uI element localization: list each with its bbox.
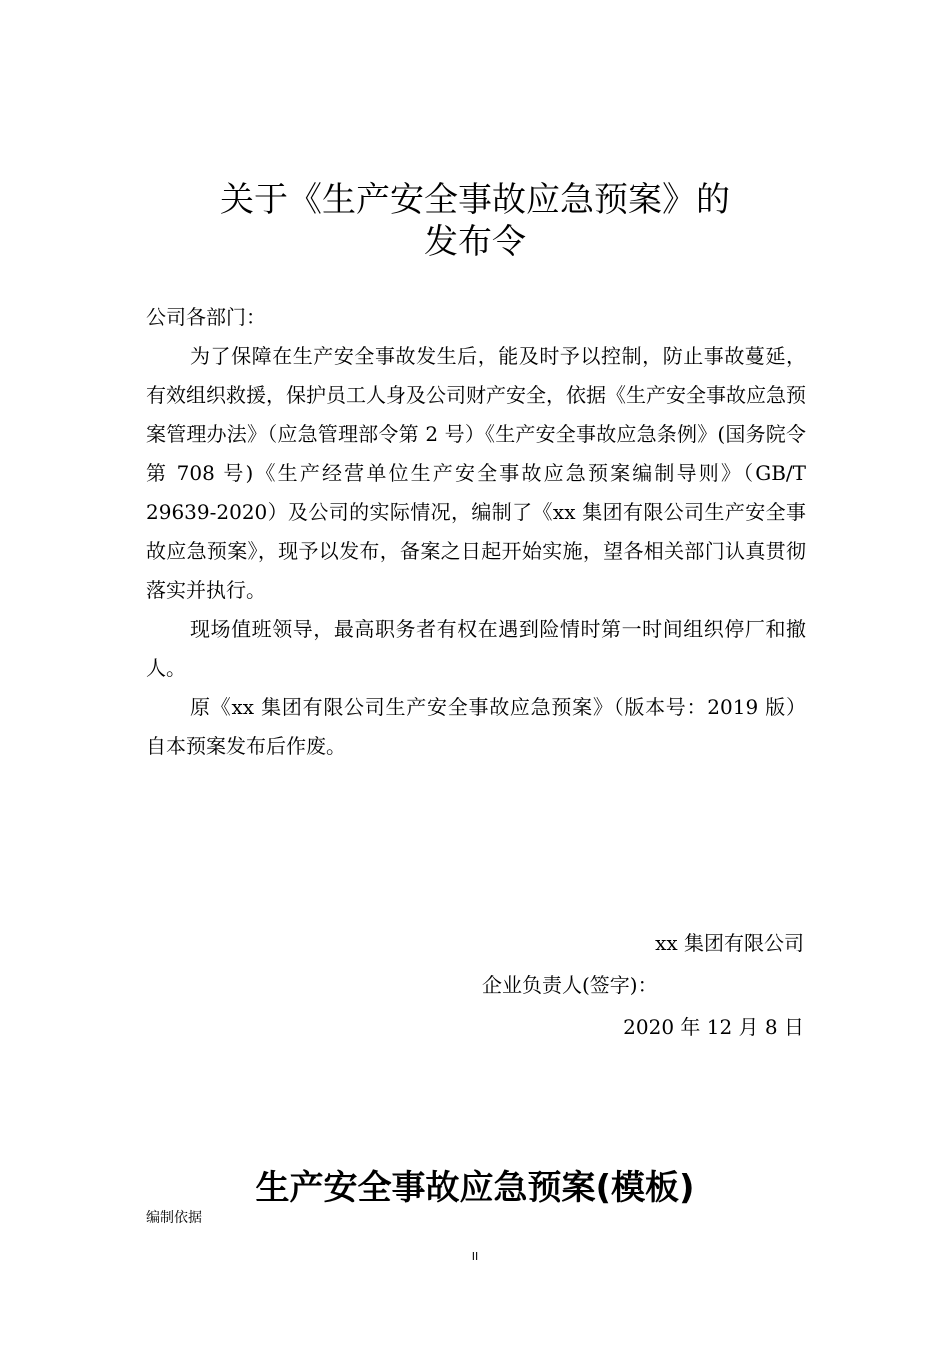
signature-date: 2020 年 12 月 8 日 (623, 1015, 804, 1039)
paragraph-legal-basis: 为了保障在生产安全事故发生后，能及时予以控制，防止事故蔓延，有效组织救援，保护员工人身及公司财产安全，依据《生产安全事故应急预案管理办法》（应急管理部令第 2 号）《生产安全事故应急条例》(国务院令第 708 号)《生产经营单位生产安全事故应急预案编制导则》（GB/T 29639-2020）及公司的实际情况，编制了《xx 集团有限公司生产安全事故应急预案》，现予以发布，备案之日起开始实施，望各相关部门认真贯彻落实并执行。 (146, 344, 806, 602)
paragraph-abolish-old: 原《xx 集团有限公司生产安全事故应急预案》（版本号：2019 版）自本预案发布后作废。 (146, 695, 806, 758)
notice-title-line2: 发布令 (424, 222, 526, 262)
signature-company: xx 集团有限公司 (655, 931, 804, 955)
page-number: II (471, 1250, 479, 1263)
notice-title-line1: 关于《生产安全事故应急预案》的 (220, 180, 730, 220)
signature-person: 企业负责人(签字)： (482, 973, 658, 997)
salutation: 公司各部门： (146, 305, 266, 329)
paragraph-duty-leader: 现场值班领导，最高职务者有权在遇到险情时第一时间组织停厂和撤人。 (146, 617, 806, 680)
plan-title: 生产安全事故应急预案(模板) (255, 1168, 695, 1208)
basis-label: 编制依据 (146, 1210, 202, 1226)
